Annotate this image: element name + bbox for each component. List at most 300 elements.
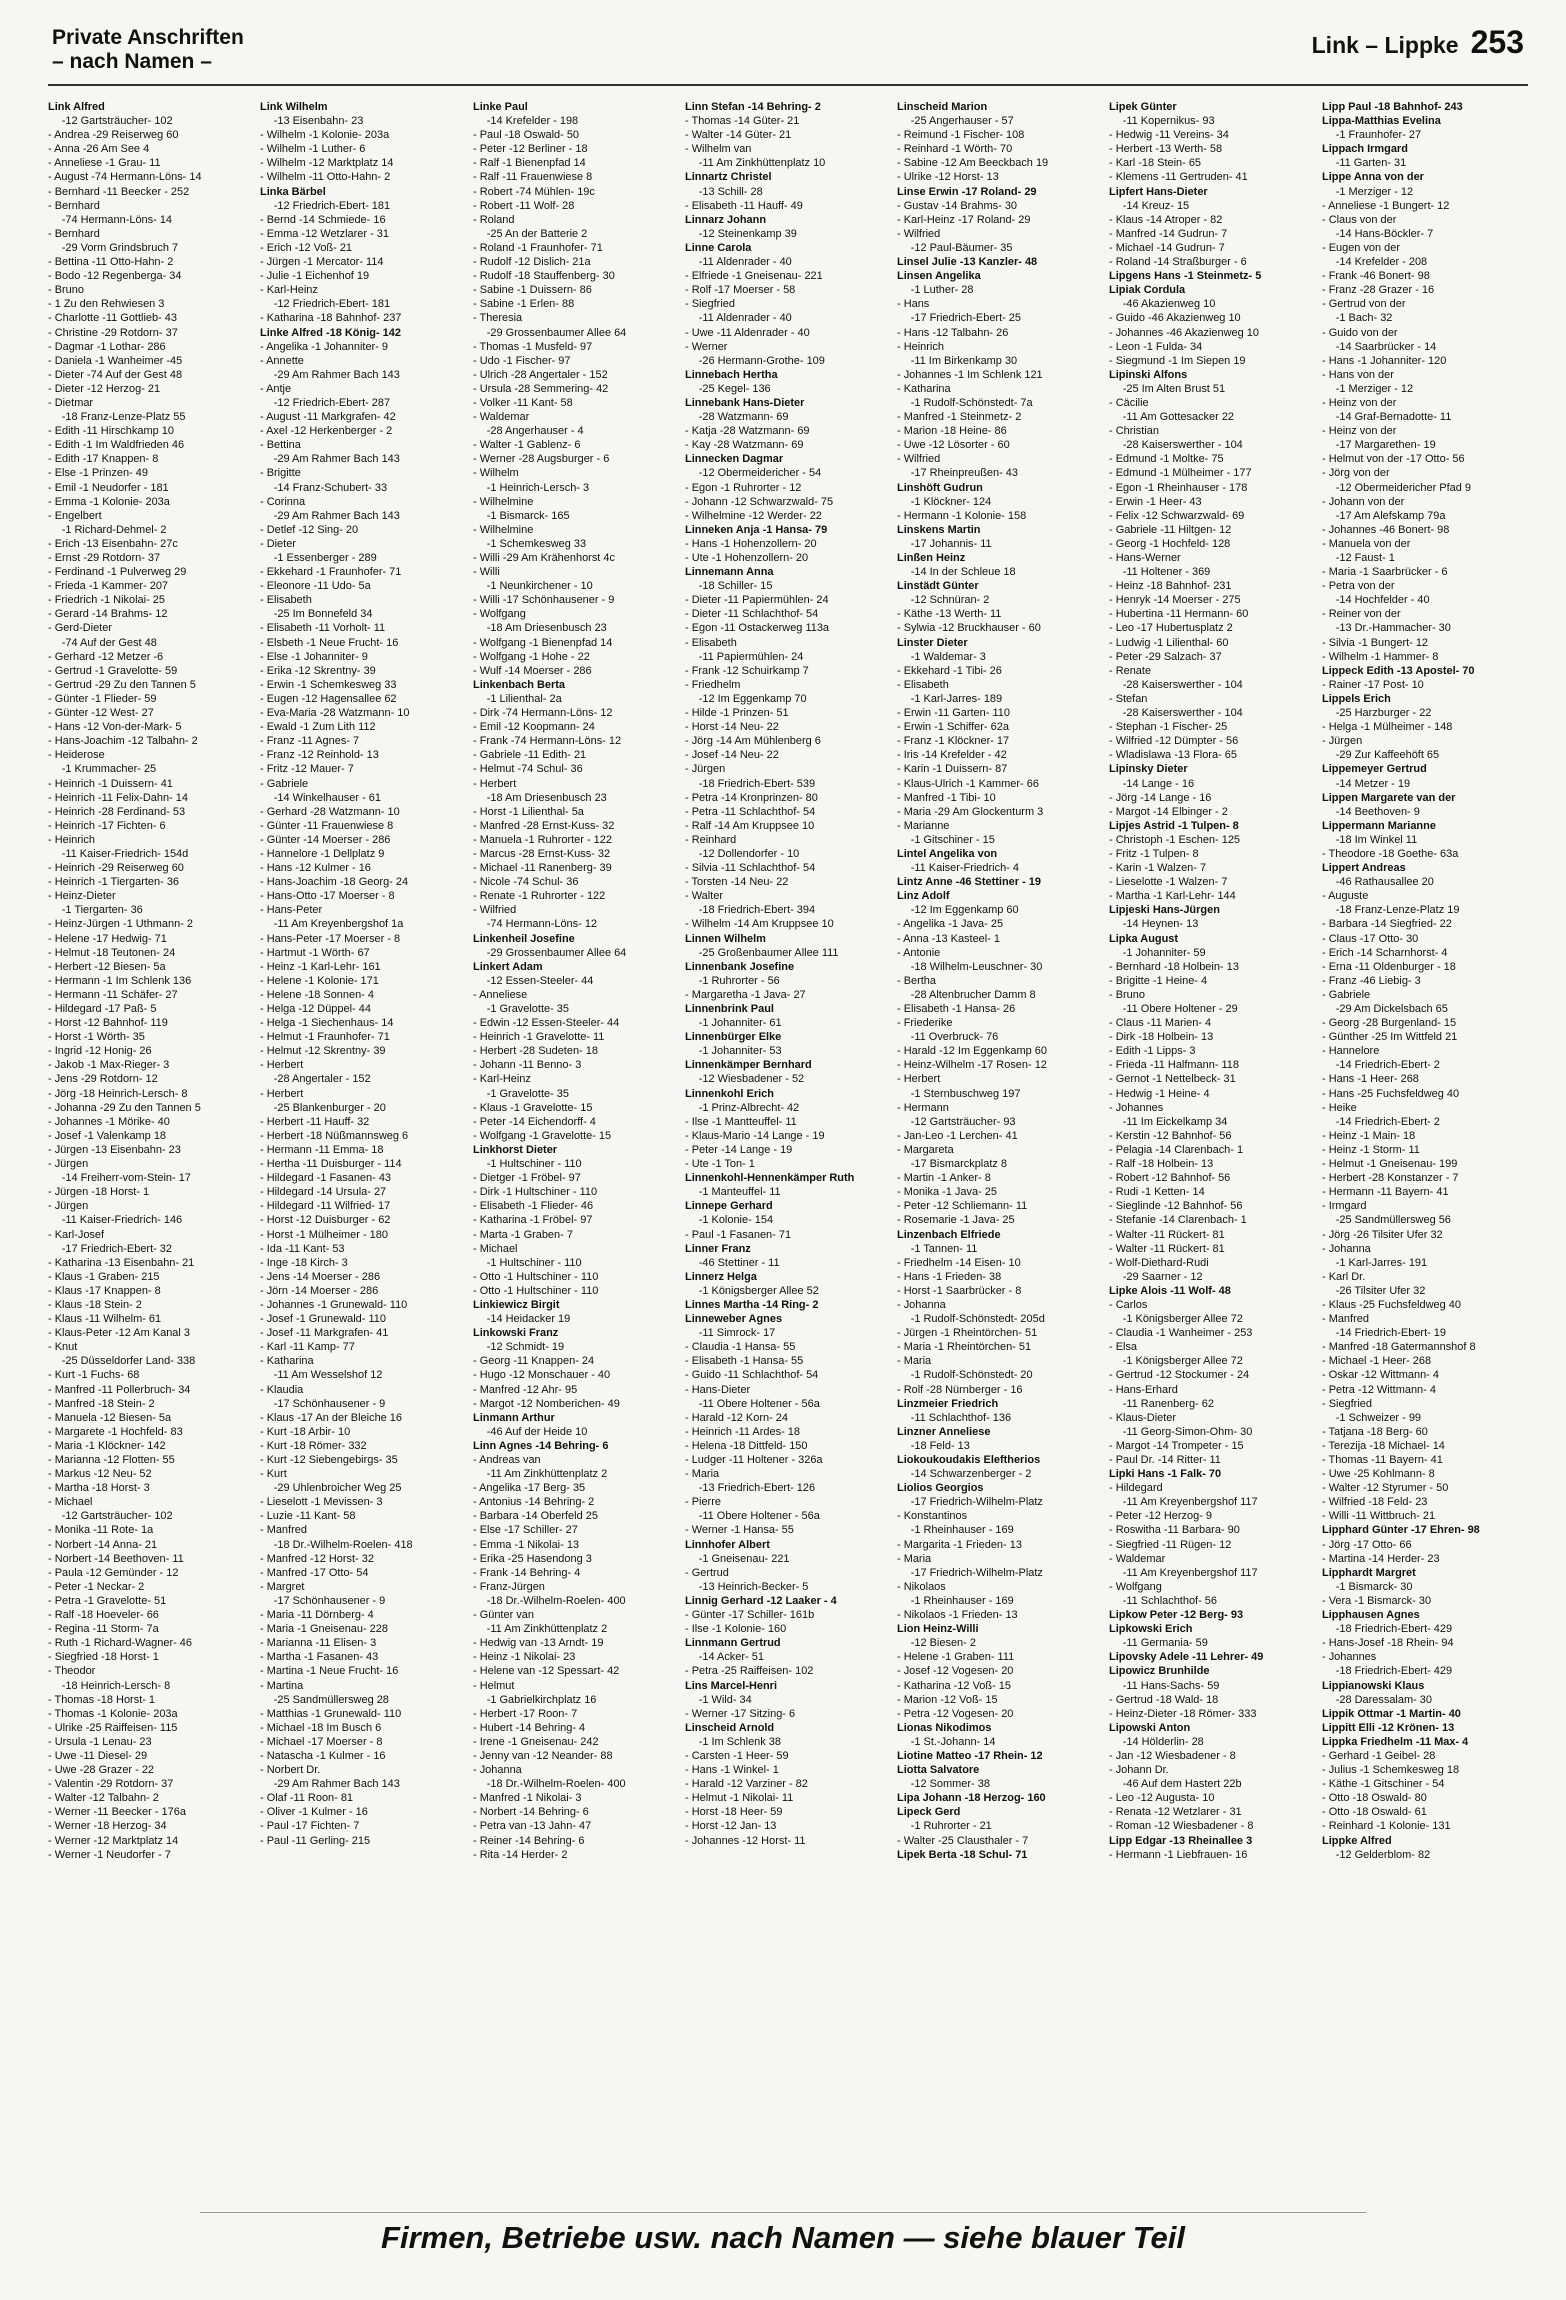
directory-entry: - Rudi -1 Ketten- 14 (1109, 1186, 1206, 1199)
directory-entry: - Peter -12 Herzog- 9 (1109, 1510, 1213, 1523)
directory-entry: -18 Dr.-Wilhelm-Roelen- 418 (274, 1538, 413, 1551)
directory-entry: -29 Am Dickelsbach 65 (1335, 1003, 1448, 1015)
directory-entry: -1 Johanniter- 59 (1123, 946, 1207, 959)
directory-entry: - Wulf -14 Moerser - 286 (472, 664, 592, 677)
directory-entry: - Elfriede -1 Gneisenau- 221 (684, 270, 823, 283)
directory-entry: - Klaus-Mario -14 Lange - 19 (684, 1129, 825, 1142)
directory-entry: - Uwe -12 Lösorter - 60 (897, 439, 1010, 452)
directory-entry: - Johanna (897, 1298, 946, 1311)
directory-entry: -18 Friedrich-Ebert- 394 (698, 904, 815, 917)
directory-entry: - Wilfried (897, 227, 941, 240)
directory-entry: - Hans von der (1321, 368, 1394, 381)
directory-entry: Linnenbürger Elke (684, 1031, 782, 1044)
directory-entry: - Gabriele -11 Edith- 21 (472, 749, 586, 762)
directory-entry: Liotine Matteo -17 Rhein- 12 (897, 1749, 1043, 1762)
directory-entry: - Rolf -28 Nürnberger - 16 (897, 1383, 1023, 1396)
directory-column (1109, 100, 1311, 2185)
directory-entry: -17 Schönhausener - 9 (274, 1397, 386, 1410)
directory-entry: - Henryk -14 Moerser - 275 (1109, 594, 1242, 607)
directory-entry: - Helene -18 Sonnen- 4 (260, 988, 375, 1001)
directory-entry: -1 Hultschiner - 110 (486, 1158, 582, 1171)
directory-entry: - Markus -12 Neu- 52 (48, 1468, 152, 1481)
directory-entry: - Bernhard (48, 227, 100, 240)
directory-entry: Lipowski Anton (1109, 1721, 1191, 1734)
directory-entry: - Brigitte (260, 467, 302, 480)
directory-entry: - Jörg -14 Lange - 16 (1109, 791, 1212, 804)
directory-entry: - Walter (684, 890, 723, 903)
directory-entry: - Johannes -46 Akazienweg 10 (1109, 326, 1260, 339)
directory-entry: - Barbara -14 Siegfried- 22 (1321, 918, 1452, 931)
directory-entry: Linzner Anneliese (897, 1425, 991, 1438)
directory-entry: - Reinhard -1 Wörth- 70 (897, 143, 1013, 156)
directory-entry: - Ida -11 Kant- 53 (260, 1242, 345, 1255)
directory-entry: - Margarete -1 Hochfeld- 83 (48, 1425, 183, 1438)
directory-entry: - Herbert -12 Biesen- 5a (48, 960, 166, 973)
directory-entry: -12 Im Eggenkamp 60 (910, 904, 1019, 917)
directory-entry: - Paul Dr. -14 Ritter- 11 (1109, 1454, 1222, 1466)
directory-entry: - Andreas van (472, 1454, 541, 1466)
directory-entry: - Michael -11 Ranenberg- 39 (472, 862, 612, 875)
directory-entry: - Manfred -12 Horst- 32 (260, 1552, 375, 1565)
directory-entry: - Inge -18 Kirch- 3 (260, 1256, 349, 1269)
directory-entry: - Helmut von der -17 Otto- 56 (1321, 453, 1465, 466)
directory-entry: - Josef -12 Vogesen- 20 (897, 1665, 1014, 1678)
directory-entry: -18 Wilhelm-Leuschner- 30 (910, 960, 1043, 973)
directory-entry: Linz Adolf (897, 890, 950, 903)
directory-entry: - Valentin -29 Rotdorn- 37 (48, 1778, 174, 1791)
directory-entry: - Katharina -13 Eisenbahn- 21 (48, 1256, 195, 1269)
directory-entry: -12 Gartsträucher- 102 (61, 115, 173, 128)
directory-entry: - Manfred -1 Steinmetz- 2 (897, 411, 1022, 424)
directory-entry: - Jürgen (684, 763, 726, 776)
directory-entry: - Rudolf -18 Stauffenberg- 30 (472, 270, 615, 283)
directory-entry: - Johannes -1 Grunewald- 110 (260, 1298, 408, 1311)
directory-entry: Lipkowski Erich (1109, 1623, 1193, 1636)
directory-entry: - Wolfgang -1 Gravelotte- 15 (472, 1129, 611, 1142)
directory-entry: Linsel Julie -13 Kanzler- 48 (897, 256, 1038, 269)
directory-entry: - Dieter -11 Schlachthof- 54 (684, 608, 819, 621)
directory-entry: - Iris -14 Krefelder - 42 (897, 749, 1007, 762)
directory-entry: - Günter -14 Moerser - 286 (260, 833, 391, 846)
directory-entry: - Gabriele (260, 777, 309, 790)
directory-entry: - Reiner -14 Behring- 6 (472, 1834, 585, 1847)
directory-entry: -26 Tilsiter Ufer 32 (1335, 1284, 1425, 1297)
directory-entry: -11 Am Kreyenbergshof 117 (1123, 1496, 1259, 1509)
directory-entry: - Franz -12 Reinhold- 13 (260, 749, 380, 762)
directory-entry: - Kurt -1 Fuchs- 68 (48, 1369, 140, 1382)
directory-entry: - Theresia (472, 312, 522, 325)
directory-entry: - Nikolaos (897, 1580, 946, 1593)
directory-entry: - Wolfgang -1 Hohe - 22 (472, 650, 590, 663)
directory-entry: - Erwin -1 Schemkesweg 33 (260, 678, 397, 691)
directory-entry: Lipovsky Adele -11 Lehrer- 49 (1109, 1651, 1264, 1664)
directory-entry: - Herbert (260, 1087, 304, 1100)
directory-entry: Linnartz Christel (684, 171, 772, 184)
directory-entry: - Wilhelm van (684, 143, 752, 156)
directory-entry: - Josef -1 Valenkamp 18 (48, 1129, 167, 1142)
directory-entry: -25 Harzburger - 22 (1335, 707, 1432, 720)
page-range-header (1312, 24, 1524, 61)
directory-entry: - Margaretha -1 Java- 27 (684, 988, 806, 1001)
directory-entry: Linnmann Gertrud (684, 1637, 781, 1650)
directory-entry: - Wilfried -12 Dümpter - 56 (1109, 735, 1239, 748)
directory-entry: - Ferdinand -1 Pulverweg 29 (48, 566, 187, 579)
directory-column (48, 100, 250, 2185)
directory-entry: - Karl Dr. (1321, 1270, 1365, 1283)
directory-entry: - Frank -46 Bonert- 98 (1321, 270, 1430, 283)
directory-entry: -12 Essen-Steeler- 44 (486, 974, 593, 987)
directory-entry: - Martin -1 Anker- 8 (897, 1172, 991, 1185)
directory-entry: - Gabriele (1321, 988, 1370, 1001)
directory-entry: - Hans-Erhard (1109, 1383, 1179, 1396)
directory-entry: - Bettina -11 Otto-Hahn- 2 (48, 256, 174, 269)
directory-entry: - Jürgen (1321, 735, 1362, 748)
directory-entry: - Peter -12 Berliner - 18 (472, 143, 588, 156)
directory-entry: - Franz -1 Klöckner- 17 (897, 735, 1010, 748)
directory-entry: - Michael -1 Heer- 268 (1321, 1355, 1431, 1368)
directory-entry: - Paula -12 Gemünder - 12 (48, 1566, 179, 1579)
directory-entry: - Ute -1 Ton- 1 (684, 1158, 755, 1171)
directory-entry: - Wilhelmine (472, 495, 533, 508)
directory-entry: - Kay -28 Watzmann- 69 (684, 439, 804, 452)
directory-entry: - Heinrich -1 Duissern- 41 (48, 777, 173, 790)
directory-entry: - Rainer -17 Post- 10 (1321, 678, 1424, 691)
directory-entry: - Reimund -1 Fischer- 108 (897, 129, 1025, 142)
directory-entry: - Wilhelm -12 Marktplatz 14 (260, 157, 394, 170)
directory-entry: - Hans -12 Von-der-Mark- 5 (48, 721, 182, 734)
directory-entry: Lipphardt Margret (1321, 1566, 1416, 1579)
directory-entry: -12 Gelderblom- 82 (1335, 1848, 1430, 1861)
directory-entry: -11 Am Zinkhüttenplatz 2 (486, 1623, 607, 1636)
directory-entry: - Wilhelmine (472, 523, 533, 536)
directory-entry: Lipiak Cordula (1109, 284, 1186, 297)
directory-entry: -1 Merziger - 12 (1335, 185, 1413, 198)
directory-entry: - Uwe -11 Aldenrader - 40 (684, 326, 810, 339)
directory-entry: - Heinrich -1 Tiergarten- 36 (48, 876, 180, 889)
directory-entry: Linnepe Gerhard (684, 1200, 773, 1213)
directory-entry: - Stefan (1109, 692, 1148, 705)
directory-entry: - Christoph -1 Eschen- 125 (1109, 833, 1241, 846)
directory-entry: - Stephan -1 Fischer- 25 (1109, 721, 1228, 734)
directory-entry: - Thomas -1 Musfeld- 97 (472, 340, 592, 353)
directory-entry: - Lieselotte -1 Walzen- 7 (1109, 876, 1228, 889)
directory-entry: Linzenbach Elfriede (897, 1228, 1001, 1241)
directory-entry: Linne Carola (684, 241, 752, 254)
directory-entry: - Guido -46 Akazienweg 10 (1109, 312, 1242, 325)
directory-entry: - Manfred (260, 1524, 308, 1537)
directory-entry: - Johann -11 Benno- 3 (472, 1059, 581, 1072)
directory-entry: - Wolfgang (472, 608, 526, 621)
directory-entry: - Leo -17 Hubertusplatz 2 (1109, 622, 1234, 635)
directory-entry: - Hedwig -11 Vereins- 34 (1109, 129, 1230, 142)
directory-entry: - Martha -18 Horst- 3 (48, 1482, 150, 1495)
directory-entry: -1 Gravelotte- 35 (486, 1003, 569, 1015)
directory-entry: - Ekkehard -1 Tibi- 26 (897, 664, 1002, 677)
directory-entry: - Hans-Peter -17 Moerser - 8 (260, 932, 401, 945)
directory-entry: - Hermann -1 Im Schlenk 136 (48, 974, 192, 987)
directory-entry: - Werner -18 Herzog- 34 (48, 1820, 167, 1833)
directory-entry: Linkowski Franz (472, 1327, 558, 1340)
directory-entry: -11 Obere Holtener - 56a (698, 1510, 820, 1523)
directory-entry: - Jörg -14 Am Mühlenberg 6 (684, 735, 821, 748)
directory-entry: - Heinrich -29 Reiserweg 60 (48, 862, 184, 875)
directory-entry: - Klaus -11 Wilhelm- 61 (48, 1313, 162, 1326)
directory-entry: - Wolfgang -1 Bienenpfad 14 (472, 636, 612, 649)
directory-entry: - Petra -14 Kronprinzen- 80 (684, 791, 818, 804)
directory-entry: - Johannes -46 Bonert- 98 (1321, 523, 1450, 536)
directory-entry: - Manfred -1 Nikolai- 3 (472, 1792, 582, 1805)
directory-entry: - Erich -12 Voß- 21 (260, 241, 353, 254)
directory-entry: - Wilhelm -1 Kolonie- 203a (260, 129, 390, 142)
directory-entry: - Friedhelm (684, 678, 741, 691)
directory-entry: - Marion -12 Voß- 15 (897, 1693, 998, 1706)
directory-entry: Lippert Andreas (1321, 862, 1406, 875)
directory-entry: -25 Großenbaumer Allee 111 (698, 946, 839, 959)
directory-entry: - Helena -18 Dittfeld- 150 (684, 1439, 808, 1452)
directory-entry: - Walter -1 Gablenz- 6 (472, 439, 581, 452)
directory-entry: - Luzie -11 Kant- 58 (260, 1510, 356, 1523)
directory-entry: - Heinz von der (1321, 396, 1397, 409)
directory-entry: -1 Prinz-Albrecht- 42 (698, 1101, 800, 1114)
directory-entry: - Jörg von der (1321, 467, 1390, 480)
directory-entry: -11 Obere Holtener - 56a (698, 1397, 820, 1410)
directory-entry: - Otto -18 Oswald- 80 (1321, 1792, 1427, 1805)
directory-entry: - Heinrich -11 Felix-Dahn- 14 (48, 791, 188, 804)
directory-entry: Lipki Hans -1 Falk- 70 (1109, 1468, 1222, 1481)
directory-entry: -46 Stettiner - 11 (698, 1256, 780, 1269)
directory-entry: Lipowicz Brunhilde (1109, 1665, 1210, 1678)
directory-entry: Liolios Georgios (897, 1482, 984, 1495)
directory-entry: -46 Rathausallee 20 (1335, 876, 1434, 889)
directory-entry: Lipinski Alfons (1109, 368, 1188, 381)
directory-entry: - Elisabeth (897, 678, 949, 691)
directory-entry: - Udo -1 Fischer- 97 (472, 354, 571, 367)
directory-entry: - Jürgen -18 Horst- 1 (48, 1186, 150, 1199)
directory-entry: Linscheid Arnold (684, 1721, 774, 1734)
directory-entry: - Horst -18 Heer- 59 (684, 1806, 783, 1819)
directory-entry: - Horst -14 Neu- 22 (684, 721, 779, 734)
directory-entry: - Else -1 Prinzen- 49 (48, 467, 148, 480)
directory-entry: - Petra van -13 Jahn- 47 (472, 1820, 591, 1833)
directory-entry: -1 Ruhrorter - 21 (910, 1820, 992, 1833)
page-header (0, 0, 1566, 110)
directory-entry: - Hans-Joachim -12 Talbahn- 2 (48, 735, 198, 748)
directory-entry: - Manfred -18 Gatermannshof 8 (1321, 1341, 1476, 1354)
directory-entry: - Hermann -11 Schäfer- 27 (48, 988, 178, 1001)
directory-entry: - Pierre (684, 1496, 721, 1509)
directory-entry: - Matthias -1 Grunewald- 110 (260, 1707, 402, 1720)
directory-entry: - Karl -18 Stein- 65 (1109, 157, 1202, 170)
page-number: 253 (1470, 24, 1524, 60)
directory-entry: Linster Dieter (897, 636, 968, 649)
directory-entry: - Günter -11 Frauenwiese 8 (260, 819, 394, 832)
directory-entry: -17 Margarethen- 19 (1335, 439, 1436, 452)
directory-entry: Linnes Martha -14 Ring- 2 (684, 1298, 819, 1311)
directory-entry: - Edith -1 Lipps- 3 (1109, 1045, 1196, 1058)
directory-entry: - Petra -12 Wittmann- 4 (1321, 1383, 1436, 1396)
directory-entry: - Herbert (472, 777, 516, 790)
directory-entry: - Jürgen -1 Rheintörchen- 51 (897, 1327, 1038, 1340)
directory-entry: - Hildegard -17 Paß- 5 (48, 1003, 157, 1015)
directory-entry: -14 Hochfelder - 40 (1335, 594, 1430, 607)
directory-entry: - Hartmut -1 Wörth- 67 (260, 946, 370, 959)
directory-entry: - Hermann -1 Liebfrauen- 16 (1109, 1848, 1248, 1861)
directory-entry: Lipjeski Hans-Jürgen (1109, 904, 1221, 917)
directory-entry: -12 Friedrich-Ebert- 287 (274, 396, 391, 409)
directory-entry: Linnenbrink Paul (684, 1003, 774, 1015)
directory-entry: -28 Daressalam- 30 (1335, 1693, 1432, 1706)
directory-entry: -14 Heidacker 19 (486, 1313, 570, 1326)
directory-entry: - Peter -12 Schliemann- 11 (897, 1200, 1028, 1213)
directory-entry: - Klaus -25 Fuchsfeldweg 40 (1321, 1298, 1461, 1311)
directory-entry: - Robert -12 Bahnhof- 56 (1109, 1172, 1231, 1185)
directory-entry: - Helga -1 Siechenhaus- 14 (260, 1017, 394, 1030)
directory-entry: - Gerd-Dieter (48, 622, 112, 635)
directory-entry: -12 Wiesbadener - 52 (698, 1073, 805, 1086)
directory-entry: - Elisabeth -11 Vorholt- 11 (260, 622, 386, 635)
directory-entry: - Klaus-Peter -12 Am Kanal 3 (48, 1327, 190, 1340)
directory-entry: - Edith -1 Im Waldfrieden 46 (48, 439, 185, 452)
directory-entry: -28 Kaiserswerther - 104 (1123, 439, 1244, 452)
directory-entry: - Horst -12 Bahnhof- 119 (48, 1017, 168, 1030)
directory-entry: - Heiderose (48, 749, 105, 762)
directory-entry: - Manfred -12 Ahr- 95 (472, 1383, 577, 1396)
directory-entry: -1 Sternbuschweg 197 (910, 1087, 1021, 1100)
directory-entry: - Hans -12 Kulmer - 16 (260, 862, 372, 875)
directory-entry: - Günther -25 Im Wittfeld 21 (1321, 1031, 1457, 1044)
directory-entry: - Nicole -74 Schul- 36 (472, 876, 578, 889)
directory-entry: - Karl-Heinz (472, 1073, 531, 1086)
directory-entry: - Gernot -1 Nettelbeck- 31 (1109, 1073, 1237, 1086)
directory-entry: - Ulrike -12 Horst- 13 (897, 171, 999, 184)
directory-entry: Lipek Berta -18 Schul- 71 (897, 1848, 1028, 1861)
directory-entry: - Siegfried (1321, 1397, 1372, 1410)
directory-entry: -11 Papiermühlen- 24 (698, 650, 804, 663)
directory-entry: - Peter -1 Neckar- 2 (48, 1580, 145, 1593)
directory-entry: - Harald -12 Korn- 24 (684, 1411, 788, 1424)
directory-entry: Lippianowski Klaus (1321, 1679, 1425, 1692)
directory-entry: -11 Kaiser-Friedrich- 4 (910, 862, 1020, 875)
directory-entry: - Jenny van -12 Neander- 88 (472, 1749, 613, 1762)
directory-entry: - Andrea -29 Reiserweg 60 (48, 129, 179, 142)
directory-entry: - Gertrud -1 Gravelotte- 59 (48, 664, 178, 677)
directory-entry: - Werner -1 Hansa- 55 (684, 1524, 794, 1537)
directory-entry: - Monika -1 Java- 25 (897, 1186, 998, 1199)
directory-entry: -1 Hultschiner - 110 (486, 1256, 582, 1269)
directory-entry: -13 Eisenbahn- 23 (274, 115, 364, 128)
directory-entry: - Kurt -18 Arbir- 10 (260, 1425, 351, 1438)
directory-entry: -18 Im Winkel 11 (1335, 833, 1417, 846)
directory-entry: Lippels Erich (1321, 692, 1391, 705)
directory-entry: - Eleonore -11 Udo- 5a (260, 580, 372, 593)
directory-entry: -74 Hermann-Löns- 12 (486, 918, 597, 931)
directory-entry: - Thomas -18 Horst- 1 (48, 1693, 156, 1706)
directory-entry: - Manfred -14 Gudrun- 7 (1109, 227, 1228, 240)
directory-entry: - Konstantinos (897, 1510, 968, 1523)
directory-entry: -25 Im Alten Brust 51 (1123, 382, 1226, 395)
directory-entry: - Paul -18 Oswald- 50 (472, 129, 579, 142)
directory-entry: Linnemann Anna (684, 566, 774, 579)
directory-entry: -17 Schönhausener - 9 (274, 1594, 386, 1607)
directory-entry: - Walter -14 Güter- 21 (684, 129, 792, 142)
directory-entry: - Petra -25 Raiffeisen- 102 (684, 1665, 814, 1678)
directory-entry: - Herbert (897, 1073, 941, 1086)
directory-entry: - Hans -1 Frieden- 38 (897, 1270, 1002, 1283)
directory-entry: Liotta Salvatore (897, 1764, 980, 1777)
directory-entry: - Angelika -1 Johanniter- 9 (260, 340, 389, 353)
directory-entry: -18 Friedrich-Ebert- 429 (1335, 1665, 1452, 1678)
directory-entry: -28 Angerhauser - 4 (486, 425, 584, 438)
directory-entry: Linkhorst Dieter (472, 1143, 557, 1156)
directory-entry: - Katharina -18 Bahnhof- 237 (260, 312, 402, 325)
directory-entry: - Walter -12 Talbahn- 2 (48, 1792, 159, 1805)
directory-entry: - Katharina (260, 1355, 314, 1368)
directory-entry: - Pelagia -14 Clarenbach- 1 (1109, 1143, 1244, 1156)
directory-entry: - Manfred -28 Ernst-Kuss- 32 (472, 819, 614, 832)
directory-entry: -11 Am Wesselshof 12 (274, 1369, 383, 1382)
directory-entry: -1 Schemkesweg 33 (486, 537, 586, 550)
directory-entry: - Gustav -14 Brahms- 30 (897, 199, 1018, 212)
directory-entry: - Walter -25 Clausthaler - 7 (897, 1834, 1029, 1847)
directory-entry: - Bruno (1109, 988, 1146, 1001)
directory-entry: -14 Franz-Schubert- 33 (274, 481, 388, 494)
directory-entry: - Walter -12 Styrumer - 50 (1321, 1482, 1449, 1495)
directory-entry: Lipphausen Agnes (1321, 1609, 1420, 1622)
directory-entry: Lintel Angelika von (897, 847, 998, 860)
directory-entry: - Ilse -1 Kolonie- 160 (684, 1623, 787, 1636)
directory-entry: - Else -17 Schiller- 27 (472, 1524, 578, 1537)
directory-entry: - Torsten -14 Neu- 22 (684, 876, 789, 889)
directory-entry: - Herbert -17 Roon- 7 (472, 1707, 577, 1720)
directory-entry: Link Wilhelm (260, 101, 328, 113)
directory-entry: - Petra -11 Schlachthof- 54 (684, 805, 816, 818)
directory-entry: -18 Am Driesenbusch 23 (486, 791, 607, 804)
header-rule (48, 84, 1528, 86)
directory-entry: Lipkow Peter -12 Berg- 93 (1109, 1609, 1244, 1622)
directory-entry: Lippen Margarete van der (1321, 791, 1456, 804)
directory-entry: - Theodore -18 Goethe- 63a (1321, 847, 1459, 860)
directory-entry: Linnenkämper Bernhard (684, 1059, 812, 1072)
directory-entry: -25 Sandmüllersweg 28 (274, 1693, 390, 1706)
directory-entry: - Elisabeth -11 Hauff- 49 (684, 199, 803, 212)
directory-entry: - Hans -12 Talbahn- 26 (897, 326, 1009, 339)
directory-entry: - Manfred -17 Otto- 54 (260, 1566, 369, 1579)
directory-entry: Linner Franz (684, 1242, 751, 1255)
directory-entry: Linnen Wilhelm (684, 932, 766, 945)
directory-entry: - Katja -28 Watzmann- 69 (684, 425, 810, 438)
directory-entry: Linskens Martin (897, 523, 981, 536)
directory-entry: - Petra von der (1321, 580, 1395, 593)
directory-entry: - Klaus -1 Graben- 215 (48, 1270, 160, 1283)
directory-entry: - Helene -17 Hedwig- 71 (48, 932, 167, 945)
directory-entry: - Michael (48, 1496, 93, 1509)
directory-entry: - Marion -18 Heine- 86 (897, 425, 1007, 438)
directory-entry: -18 Dr.-Wilhelm-Roelen- 400 (486, 1594, 626, 1607)
directory-entry: - Bodo -12 Regenberga- 34 (48, 270, 182, 283)
directory-entry: - Gerard -14 Brahms- 12 (48, 608, 168, 621)
directory-entry: - Bettina (260, 439, 302, 452)
directory-entry: - Michael -17 Moerser - 8 (260, 1735, 383, 1748)
directory-entry: - Helmut -74 Schul- 36 (472, 763, 583, 776)
directory-entry: - Josef -11 Markgrafen- 41 (260, 1327, 389, 1340)
directory-entry: - Wilfried (472, 904, 516, 917)
directory-entry: - Ernst -29 Rotdorn- 37 (48, 552, 161, 564)
directory-entry: - Horst -1 Saarbrücker - 8 (897, 1284, 1022, 1297)
directory-entry: - Friedhelm -14 Eisen- 10 (897, 1256, 1021, 1269)
directory-entry: - Heinz -1 Main- 18 (1321, 1129, 1415, 1142)
directory-entry: Linkenbach Berta (472, 678, 565, 691)
directory-entry: - Margarita -1 Frieden- 13 (897, 1538, 1023, 1551)
